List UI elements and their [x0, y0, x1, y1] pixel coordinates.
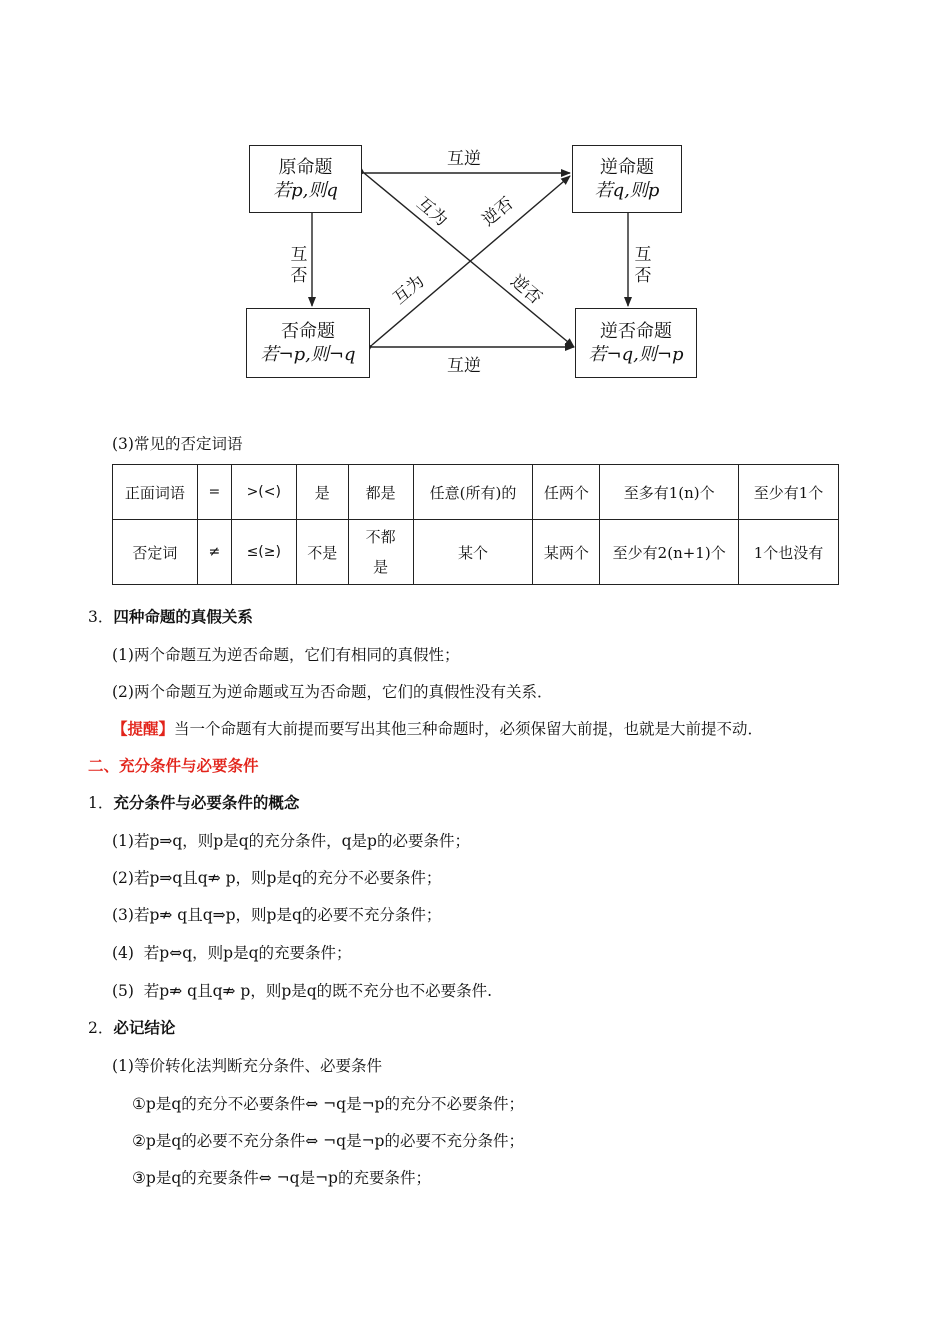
table-cell: 是 [296, 465, 348, 520]
table-cell: 不都是 [348, 520, 413, 585]
box-contrapositive-statement: 若¬q,则¬p [588, 344, 684, 365]
label-diagonal-lower-left: 互为 [389, 271, 429, 309]
table-cell: 不是 [296, 520, 348, 585]
table-cell: 正面词语 [113, 465, 198, 520]
concept-item-1: (1)若p⇒q，则p是q的充分条件，q是p的必要条件； [112, 832, 470, 850]
label-right-mutual-negation [633, 245, 653, 287]
table-cell: 至少有2(n+1)个 [600, 520, 739, 585]
subsection-1-heading [88, 793, 299, 813]
label-diagonal-upper-left: 互为 [412, 193, 452, 231]
table-cell: ≠ [197, 520, 231, 585]
box-original-proposition [249, 145, 362, 213]
subsection-2-title: 必记结论 [113, 1018, 176, 1037]
subsection-2-heading [88, 1018, 175, 1038]
section-3-heading [88, 607, 253, 627]
table-row-negation [113, 520, 839, 585]
diagram-arrows [0, 0, 950, 400]
label-left-mutual-negation [289, 245, 309, 287]
conclusion-item-1: ①p是q的充分不必要条件⇔ ¬q是¬p的充分不必要条件； [132, 1095, 524, 1113]
reminder-text: 当一个命题有大前提而要写出其他三种命题时，必须保留大前提，也就是大前提不动． [174, 720, 764, 738]
table-cell: 至少有1个 [739, 465, 839, 520]
box-contrapositive-proposition [575, 308, 697, 378]
section-3-number: 3． [88, 608, 114, 626]
subsection-1-number: 1． [88, 794, 114, 812]
box-converse-proposition [572, 145, 682, 213]
table-cell: 某两个 [533, 520, 600, 585]
label-diagonal-upper-right: 逆否 [478, 193, 518, 231]
box-original-statement: 若p,则q [273, 180, 338, 201]
table-cell: >(<) [231, 465, 296, 520]
label-left-char-1: 互 [290, 245, 308, 265]
table-cell: 都是 [348, 465, 413, 520]
section-3-item-2: (2)两个命题互为逆命题或互为否命题，它们的真假性没有关系． [112, 683, 553, 701]
table-cell: 至多有1(n)个 [600, 465, 739, 520]
table-row-positive [113, 465, 839, 520]
label-left-char-2: 否 [290, 266, 308, 286]
label-diagonal-lower-right: 逆否 [506, 271, 546, 309]
label-top-mutual-converse: 互逆 [447, 149, 481, 169]
section-3-title: 四种命题的真假关系 [113, 607, 253, 626]
concept-item-5: (5) 若p⇏ q且q⇏ p，则p是q的既不充分也不必要条件. [112, 982, 493, 1000]
box-converse-title: 逆命题 [600, 157, 654, 178]
subsection-2-number: 2． [88, 1019, 114, 1037]
subsection-1-title: 充分条件与必要条件的概念 [113, 793, 300, 812]
box-inverse-statement: 若¬p,则¬q [260, 344, 356, 365]
box-contrapositive-title: 逆否命题 [600, 321, 672, 342]
section-3-item-1: (1)两个命题互为逆否命题，它们有相同的真假性； [112, 646, 460, 664]
part-2-title: 二、充分条件与必要条件 [88, 756, 259, 775]
table-cell: 否定词 [113, 520, 198, 585]
table-cell: ≤(≥) [231, 520, 296, 585]
negation-words-table [112, 464, 839, 585]
concept-item-3: (3)若p⇏ q且q⇒p，则p是q的必要不充分条件； [112, 906, 442, 924]
label-right-char-1: 互 [634, 245, 652, 265]
table-cell: = [197, 465, 231, 520]
table-cell: 某个 [413, 520, 533, 585]
conclusion-item-3: ③p是q的充要条件⇔ ¬q是¬p的充要条件； [132, 1169, 431, 1187]
box-original-title: 原命题 [278, 157, 333, 178]
label-right-char-2: 否 [634, 266, 652, 286]
box-converse-statement: 若q,则p [594, 180, 660, 201]
negation-words-heading: (3)常见的否定词语 [112, 435, 243, 453]
table-cell: 任意(所有)的 [413, 465, 533, 520]
box-inverse-proposition [246, 308, 370, 378]
concept-item-4: (4) 若p⇔q，则p是q的充要条件； [112, 944, 352, 962]
reminder-label: 【提醒】 [112, 719, 175, 738]
label-bottom-mutual-converse: 互逆 [447, 356, 481, 376]
conclusion-intro: (1)等价转化法判断充分条件、必要条件 [112, 1057, 382, 1075]
table-cell: 1个也没有 [739, 520, 839, 585]
concept-item-2: (2)若p⇒q且q⇏ p，则p是q的充分不必要条件； [112, 869, 442, 887]
table-cell: 任两个 [533, 465, 600, 520]
reminder-note [112, 719, 763, 739]
box-inverse-title: 否命题 [281, 321, 335, 342]
conclusion-item-2: ②p是q的必要不充分条件⇔ ¬q是¬p的必要不充分条件； [132, 1132, 524, 1150]
